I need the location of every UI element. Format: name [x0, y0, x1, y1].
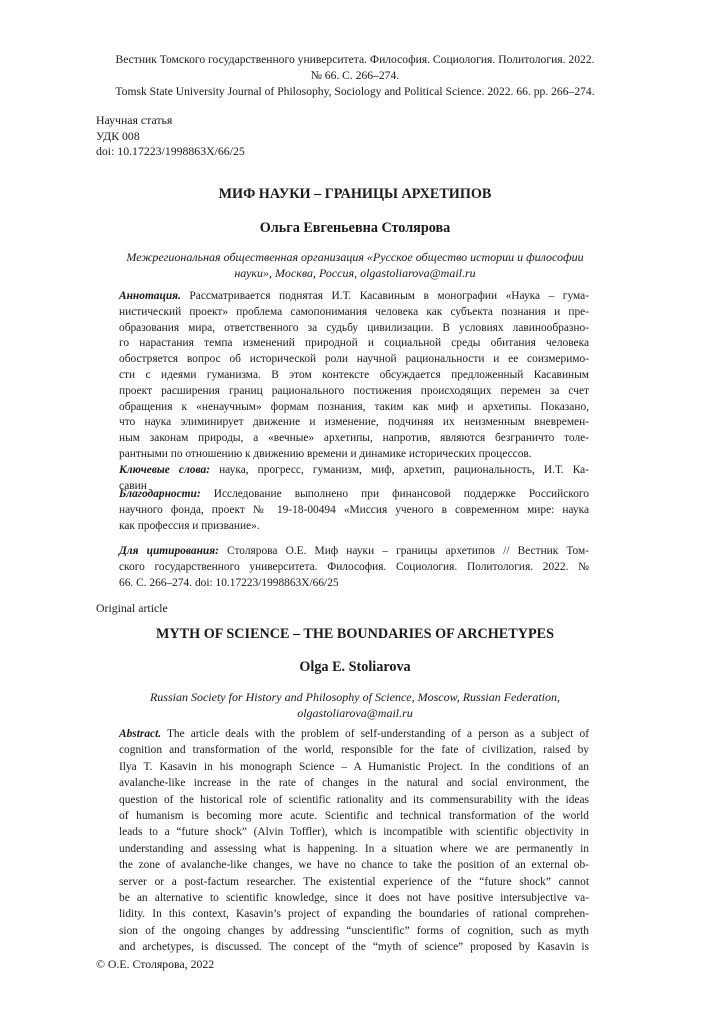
author-ru: Ольга Евгеньевна Столярова: [259, 220, 451, 236]
abstract-line: the zone of avalanche-like changes, we have no chance to take the position of an external ob-: [119, 859, 589, 872]
abstract-line: sion of the ongoing changes by addressing “unscientific” forms of cognition, such as myth: [119, 924, 589, 937]
cite-line: ского государственного университета. Философия. Социология. Политология. 2022. №: [119, 560, 589, 573]
keywords-label-ru: Ключевые слова:: [119, 463, 210, 476]
abstract-line: of humanism is becoming more acute. Scientific and technical transformation of the world: [119, 810, 589, 823]
abstract-line: образования мира, ответственного за судьбу цивилизации. В условиях лавинообразно-: [119, 321, 589, 334]
ack-line: как профессия и призвание».: [119, 519, 260, 532]
ack-label-ru: Благодарности:: [119, 488, 201, 500]
article-type-ru: Научная статья: [96, 113, 173, 127]
abstract-en: [119, 726, 589, 956]
cite-label-ru: Для цитирования:: [119, 545, 219, 557]
affiliation-line: Межрегиональная общественная организация «Русское общество истории и философии: [126, 250, 584, 264]
copyright: © О.Е. Столярова, 2022: [96, 957, 215, 971]
affiliation-en: [100, 689, 610, 721]
abstract-line: рантными по отношению к движению времени и динамике исторических процессов.: [119, 447, 532, 460]
abstract-line: обращения к «ненаучным» формам познания, таким как миф и архетипы. Показано,: [119, 400, 589, 413]
article-type-en: Original article: [96, 601, 168, 615]
abstract-line: cognition and transformation of the world, responsible for the fate of civilization, raised by: [119, 744, 589, 757]
journal-header-line: № 66. С. 266–274.: [310, 69, 400, 82]
article-meta: [96, 113, 245, 160]
title-en: MYTH OF SCIENCE – THE BOUNDARIES OF ARCHETYPES: [156, 626, 554, 642]
cite-line: Столярова О.Е. Миф науки – границы архетипов // Вестник Том-: [227, 545, 590, 557]
journal-header-line: Вестник Томского государственного университета. Философия. Социология. Политология. 2022.: [115, 53, 595, 66]
doi: doi: 10.17223/1998863Х/66/25: [96, 144, 245, 158]
abstract-line: and archetypes, is discussed. The concept of the “myth of science” proposed by Kasavin is: [119, 941, 589, 954]
abstract-line: be an alternative to scientific knowledge, since it does not have positive intersubjective va-: [119, 892, 589, 905]
abstract-line: Рассматривается поднятая И.Т. Касавиным в монографии «Наука – гума-: [189, 290, 590, 302]
citation-ru: [119, 544, 589, 591]
affiliation-line: Russian Society for History and Philosophy of Science, Moscow, Russian Federation,: [149, 690, 561, 704]
keywords-line: наука, прогресс, гуманизм, миф, архетип, рациональность, И.Т. Ка-: [219, 463, 589, 476]
abstract-line: understanding and assessing what is happening. In a situation where we are permanently in: [119, 842, 589, 855]
abstract-line: question of the historical role of scientific rationality and its commensurability with the ideas: [119, 793, 589, 806]
abstract-line: го нарастания темпа изменений природной и социальной среды обитания человека: [119, 337, 589, 350]
abstract-line: avalanche-like increase in the rate of changes in the natural and social environment, the: [119, 777, 589, 790]
abstract-line: Ilya T. Kasavin in his monograph Science – A Humanistic Project. In the conditions of an: [119, 760, 589, 773]
abstract-line: что наука элиминирует движение и изменение, подчиняя их неизменным вневремен-: [119, 416, 589, 429]
ack-line: Исследование выполнено при финансовой поддержке Российского: [213, 488, 589, 500]
abstract-label-ru: Аннотация.: [119, 290, 181, 302]
abstract-ru: [119, 289, 589, 494]
udc-code: УДК 008: [96, 128, 140, 143]
abstract-label-en: Abstract.: [119, 728, 162, 740]
acknowledgements-ru: [119, 487, 589, 534]
affiliation-line: olgastoliarova@mail.ru: [297, 706, 413, 720]
title-ru: МИФ НАУКИ – ГРАНИЦЫ АРХЕТИПОВ: [218, 186, 492, 202]
author-en: Olga E. Stoliarova: [299, 659, 411, 675]
keywords-line: савин: [119, 479, 147, 492]
abstract-line: сти с идеями гуманизма. В этом контексте обсуждается предложенный Касавиным: [119, 368, 589, 381]
abstract-line: нистический проект» проблема самопонимания человека как субъекта познания и пре-: [119, 305, 589, 318]
abstract-line: обостряется вопрос об исторической роли научной рациональности и ее соизмеримо-: [119, 353, 589, 366]
abstract-line: ным законам природы, а «вечные» архетипы, напротив, являются безграничто толе-: [119, 432, 589, 445]
abstract-line: The article deals with the problem of self-understanding of a person as a subject of: [166, 728, 589, 740]
abstract-line: проект расширения границ рационального постижения происходящих перемен за счет: [119, 384, 589, 397]
journal-header-line: Tomsk State University Journal of Philosophy, Sociology and Political Science. 2022. 66. pp. 266–274.: [115, 85, 595, 98]
affiliation-line: науки», Москва, Россия, olgastoliarova@mail.ru: [234, 266, 476, 280]
abstract-line: server or a post-factum researcher. The existential experience of the “future shock” cannot: [119, 875, 589, 888]
journal-header: [80, 52, 630, 100]
abstract-line: lidity. In this context, Kasavin’s project of expanding the boundaries of rational comprehen-: [119, 908, 589, 921]
ack-line: научного фонда, проект № 19-18-00494 «Миссия ученого в современном мире: наука: [119, 503, 589, 516]
affiliation-ru: [100, 249, 610, 281]
cite-line: 66. С. 266–274. doi: 10.17223/1998863Х/66/25: [119, 576, 339, 589]
abstract-line: leads to a “future shock” (Alvin Toffler), which is incompatible with scientific objectivity in: [119, 826, 589, 839]
